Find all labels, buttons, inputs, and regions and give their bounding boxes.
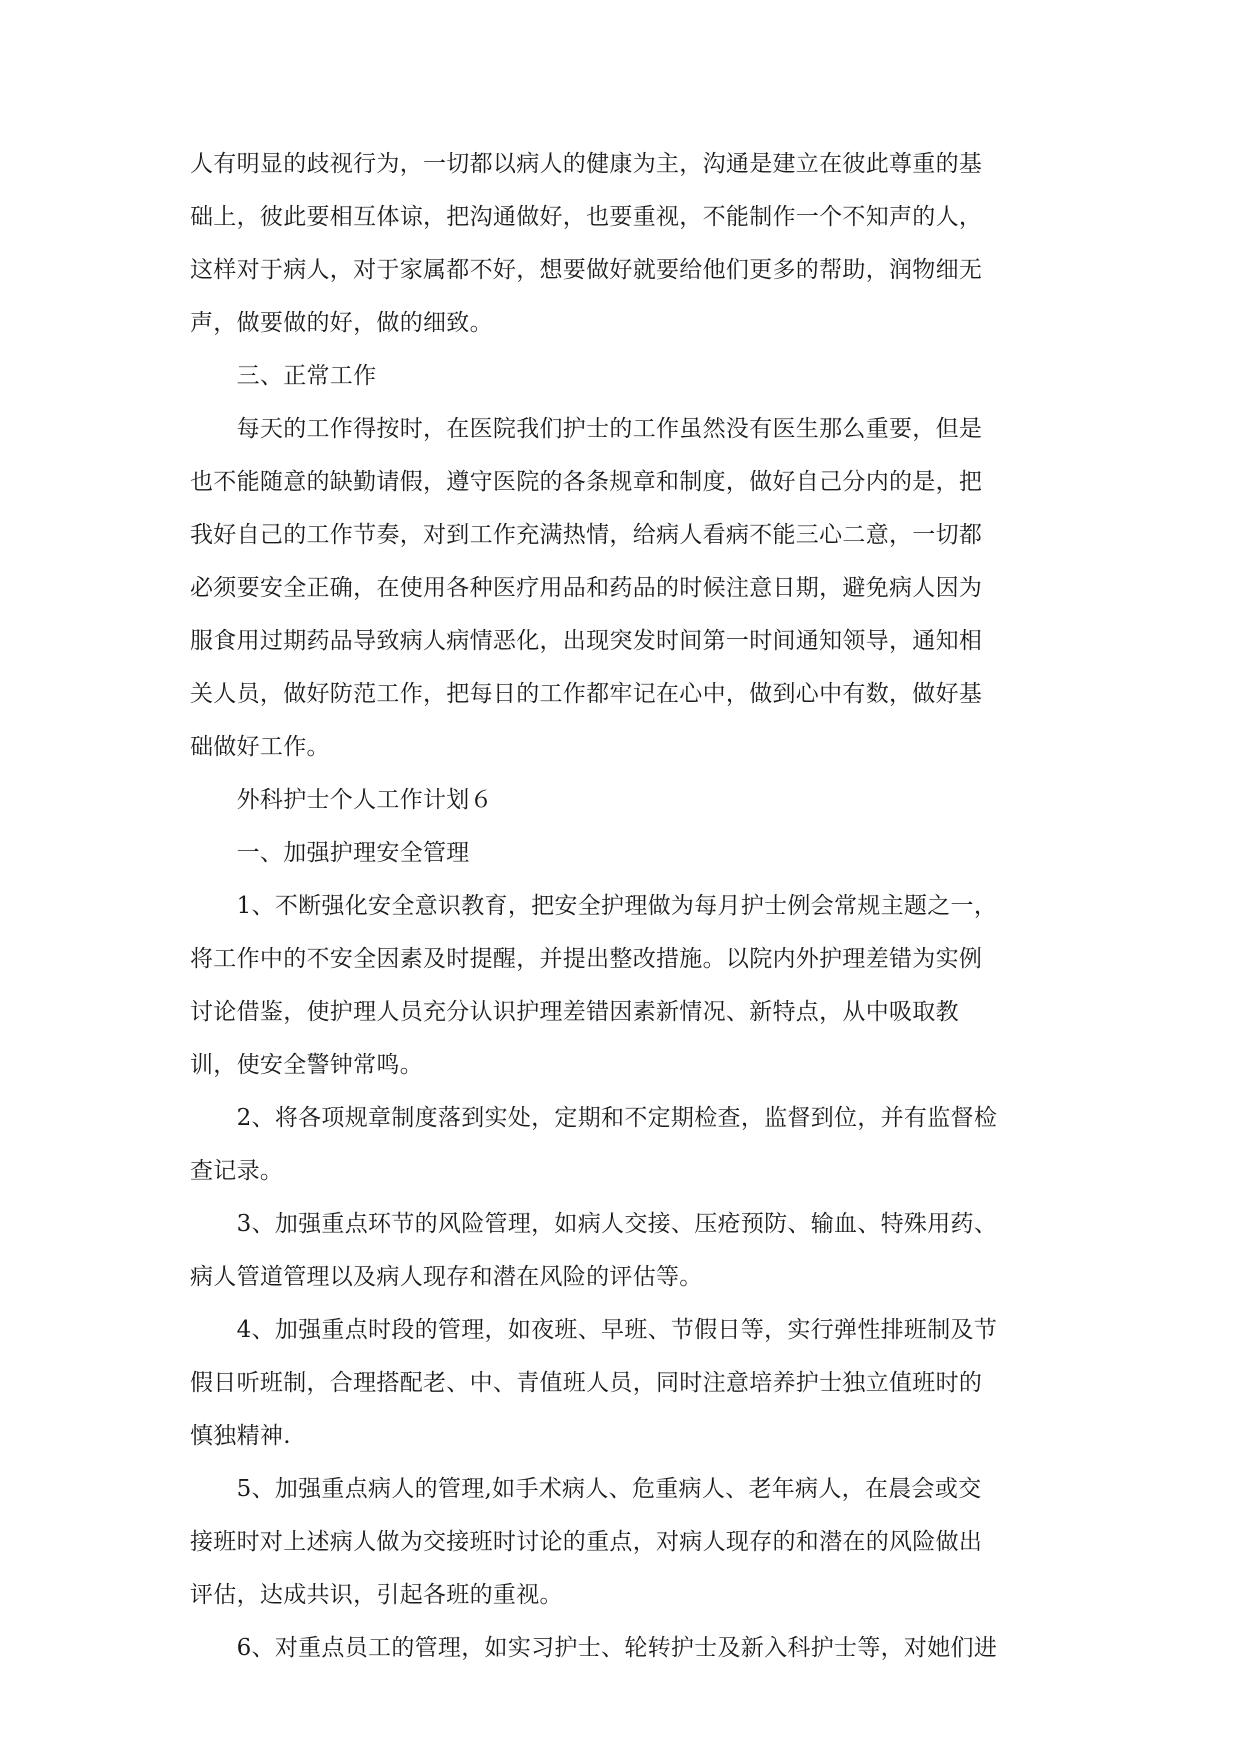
text-line: 我好自己的工作节奏，对到工作充满热情，给病人看病不能三心二意，一切都 — [190, 522, 983, 548]
text-line: 慎独精神. — [190, 1423, 291, 1449]
text-line: 训，使安全警钟常鸣。 — [190, 1052, 423, 1078]
text-line: 讨论借鉴，使护理人员充分认识护理差错因素新情况、新特点，从中吸取教 — [190, 999, 959, 1025]
text-line: 接班时对上述病人做为交接班时讨论的重点，对病人现存的和潜在的风险做出 — [190, 1529, 983, 1555]
document-title: 外科护士个人工作计划６ — [190, 787, 493, 813]
text-line: 2、将各项规章制度落到实处，定期和不定期检查，监督到位，并有监督检 — [190, 1105, 998, 1131]
text-line: 评估，达成共识，引起各班的重视。 — [190, 1582, 563, 1608]
text-line: 1、不断强化安全意识教育，把安全护理做为每月护士例会常规主题之一， — [190, 893, 998, 919]
text-line: 也不能随意的缺勤请假，遵守医院的各条规章和制度，做好自己分内的是，把 — [190, 469, 983, 495]
text-line: 关人员，做好防范工作，把每日的工作都牢记在心中，做到心中有数，做好基 — [190, 681, 983, 707]
text-line: 础做好工作。 — [190, 734, 330, 760]
text-line: 将工作中的不安全因素及时提醒，并提出整改措施。以院内外护理差错为实例 — [190, 946, 983, 972]
text-line: 3、加强重点环节的风险管理，如病人交接、压疮预防、输血、特殊用药、 — [190, 1211, 998, 1237]
section-heading: 一、加强护理安全管理 — [190, 840, 470, 866]
text-line: 4、加强重点时段的管理，如夜班、早班、节假日等，实行弹性排班制及节 — [190, 1317, 998, 1343]
text-line: 假日听班制，合理搭配老、中、青值班人员，同时注意培养护士独立值班时的 — [190, 1370, 983, 1396]
text-line: 必须要安全正确，在使用各种医疗用品和药品的时候注意日期，避免病人因为 — [190, 575, 983, 601]
text-line: 每天的工作得按时，在医院我们护士的工作虽然没有医生那么重要，但是 — [190, 416, 983, 442]
text-line: 人有明显的歧视行为，一切都以病人的健康为主，沟通是建立在彼此尊重的基 — [190, 151, 983, 177]
text-line: 查记录。 — [190, 1158, 284, 1184]
text-line: 6、对重点员工的管理，如实习护士、轮转护士及新入科护士等，对她们进 — [190, 1635, 998, 1661]
text-line: 服食用过期药品导致病人病情恶化，出现突发时间第一时间通知领导，通知相 — [190, 628, 983, 654]
text-line: 础上，彼此要相互体谅，把沟通做好，也要重视，不能制作一个不知声的人， — [190, 204, 983, 230]
text-line: 5、加强重点病人的管理,如手术病人、危重病人、老年病人，在晨会或交 — [190, 1476, 982, 1502]
text-line: 病人管道管理以及病人现存和潜在风险的评估等。 — [190, 1264, 703, 1290]
section-heading: 三、正常工作 — [190, 363, 377, 389]
text-line: 这样对于病人，对于家属都不好，想要做好就要给他们更多的帮助，润物细无 — [190, 257, 983, 283]
text-line: 声，做要做的好，做的细致。 — [190, 310, 493, 336]
document-body — [190, 151, 1050, 1661]
